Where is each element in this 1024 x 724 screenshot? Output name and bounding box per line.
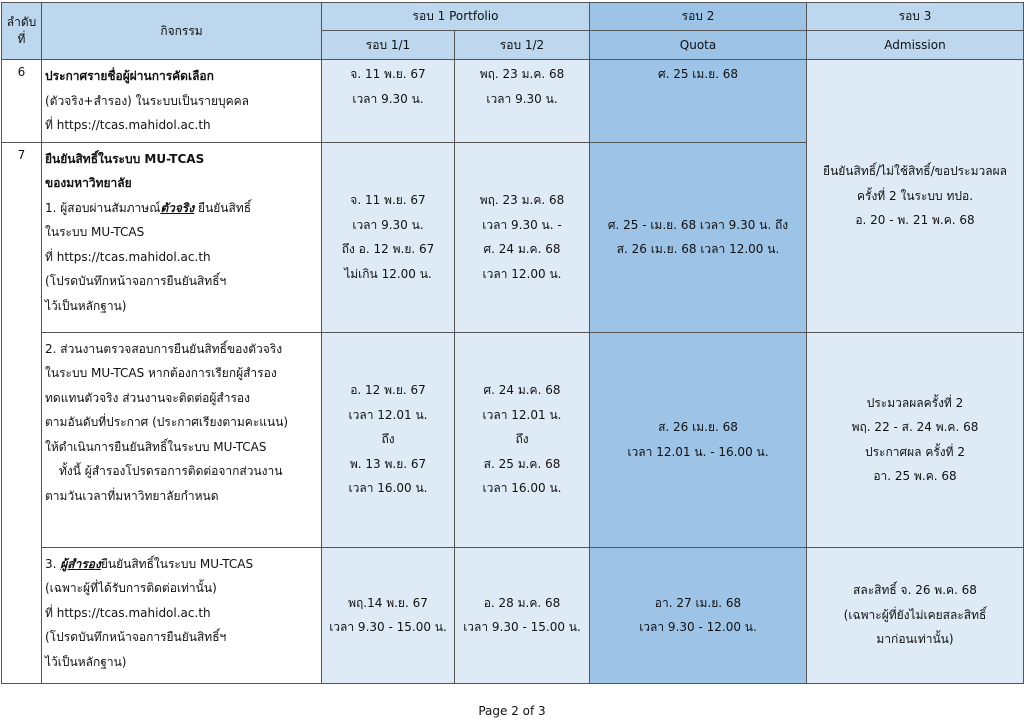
activity-text-part: 1. ผู้สอบผ่านสัมภาษณ์ — [45, 200, 161, 215]
round1-2-cell — [455, 142, 590, 332]
round2-cell — [590, 60, 807, 143]
activity-text: (ตัวจริง+สำรอง) ในระบบเป็นรายบุคคล — [45, 93, 250, 108]
round3-text: ประมวลผลครั้งที่ 2 — [866, 395, 964, 410]
row-number: 6 — [2, 60, 42, 143]
date-text: อา. 27 เม.ย. 68 — [654, 595, 742, 610]
activity-title: ของมหาวิทยาลัย — [45, 176, 132, 190]
activity-text — [45, 552, 318, 577]
time-text: เวลา 16.00 น. — [348, 481, 428, 496]
activity-text: (โปรดบันทึกหน้าจอการยืนยันสิทธิ์ฯ — [45, 630, 227, 644]
activity-text-part: ยืนยันสิทธิ์ในระบบ MU-TCAS — [100, 556, 254, 571]
activity-cell — [42, 60, 322, 143]
round1-1-cell — [322, 142, 455, 332]
activity-cell — [42, 142, 322, 332]
time-text: เวลา 9.30 - 15.00 น. — [463, 620, 581, 634]
activity-emphasis: ผู้สำรอง — [60, 556, 101, 571]
activity-text-part: 3. — [45, 556, 61, 571]
header-round3: รอบ 3 — [807, 3, 1024, 31]
round3-cell — [807, 332, 1024, 547]
time-text: เวลา 12.01 น. — [348, 407, 428, 422]
time-text: เวลา 9.30 น. — [352, 217, 424, 232]
round3-text: ครั้งที่ 2 ในระบบ ทปอ. — [856, 188, 974, 203]
activity-text: ตามวันเวลาที่มหาวิทยาลัยกำหนด — [45, 488, 219, 503]
time-text: ไม่เกิน 12.00 น. — [344, 266, 432, 281]
round3-text: ยืนยันสิทธิ์/ไม่ใช้สิทธิ์/ขอประมวลผล — [823, 164, 1007, 178]
time-text: เวลา 9.30 - 12.00 น. — [639, 620, 757, 634]
time-text: เวลา 12.01 น. - 16.00 น. — [627, 444, 769, 459]
time-text: เวลา 9.30 น. - — [482, 217, 562, 232]
date-text: อ. 28 ม.ค. 68 — [483, 595, 561, 610]
activity-text: ในระบบ MU-TCAS หากต้องการเรียกผู้สำรอง — [45, 366, 277, 380]
table-row — [2, 60, 1024, 143]
date-text: อ. 12 พ.ย. 67 — [350, 383, 426, 398]
activity-text: ในระบบ MU-TCAS — [45, 225, 145, 239]
round3-cell — [807, 547, 1024, 683]
round1-2-cell — [455, 547, 590, 683]
activity-text: ไว้เป็นหลักฐาน) — [45, 654, 127, 669]
page-number: Page 2 of 3 — [478, 704, 546, 718]
round3-text: สละสิทธิ์ จ. 26 พ.ค. 68 — [853, 583, 977, 598]
round3-text: พฤ. 22 - ส. 24 พ.ค. 68 — [851, 420, 979, 434]
round1-2-cell — [455, 332, 590, 547]
round1-2-cell — [455, 60, 590, 143]
round2-cell — [590, 142, 807, 332]
header-round2: รอบ 2 — [590, 3, 807, 31]
activity-text: ทั้งนี้ ผู้สำรองโปรดรอการติดต่อจากส่วนงาน — [59, 464, 283, 478]
activity-text-part: ยืนยันสิทธิ์ — [194, 200, 252, 215]
activity-text: ตามอันดับที่ประกาศ (ประกาศเรียงตามคะแนน) — [45, 415, 289, 429]
activity-text: ทดแทนตัวจริง ส่วนงานจะติดต่อผู้สำรอง — [45, 390, 250, 405]
round3-text: ประกาศผล ครั้งที่ 2 — [864, 444, 966, 459]
time-text: เวลา 12.00 น. — [482, 266, 562, 281]
header-round3-admission: Admission — [807, 31, 1024, 60]
time-text: เวลา 12.01 น. — [482, 407, 562, 422]
header-round1: รอบ 1 Portfolio — [322, 3, 590, 31]
date-text: จ. 11 พ.ย. 67 — [350, 67, 426, 81]
activity-text: (เฉพาะผู้ที่ได้รับการติดต่อเท่านั้น) — [45, 581, 217, 595]
round1-1-cell — [322, 547, 455, 683]
round3-cell — [807, 60, 1024, 333]
round1-1-cell — [322, 332, 455, 547]
header-no-label: ลำดับที่ — [6, 15, 37, 46]
time-text: เวลา 16.00 น. — [482, 481, 562, 496]
schedule-table — [1, 2, 1024, 684]
date-text: ศ. 24 ม.ค. 68 — [483, 383, 561, 398]
activity-cell — [42, 547, 322, 683]
activity-text — [45, 196, 318, 221]
table-row — [2, 332, 1024, 547]
date-text: พฤ. 23 ม.ค. 68 — [479, 193, 565, 207]
activity-link: ที่ https://tcas.mahidol.ac.th — [45, 118, 211, 132]
time-text: เวลา 9.30 น. — [486, 91, 558, 106]
date-text: ศ. 25 เม.ย. 68 — [657, 67, 739, 81]
round2-cell — [590, 547, 807, 683]
header-round1-1: รอบ 1/1 — [322, 31, 455, 60]
round2-cell — [590, 332, 807, 547]
date-text: ส. 26 เม.ย. 68 — [658, 420, 738, 434]
date-text: พฤ. 23 ม.ค. 68 — [479, 67, 565, 81]
connector-text: ถึง — [381, 432, 395, 447]
table-row — [2, 547, 1024, 683]
date-text: ส. 26 เม.ย. 68 เวลา 12.00 น. — [616, 242, 780, 256]
date-text: ศ. 24 ม.ค. 68 — [483, 242, 561, 256]
round3-text: อ. 20 - พ. 21 พ.ค. 68 — [855, 213, 975, 227]
activity-text: ไว้เป็นหลักฐาน) — [45, 298, 127, 313]
round1-1-cell — [322, 60, 455, 143]
activity-emphasis: ตัวจริง — [160, 200, 195, 215]
round3-text: (เฉพาะผู้ที่ยังไม่เคยสละสิทธิ์ — [843, 607, 987, 622]
date-text: จ. 11 พ.ย. 67 — [350, 193, 426, 207]
activity-title: ประกาศรายชื่อผู้ผ่านการคัดเลือก — [45, 69, 214, 83]
activity-cell — [42, 332, 322, 547]
activity-link: ที่ https://tcas.mahidol.ac.th — [45, 605, 211, 620]
header-round1-2: รอบ 1/2 — [455, 31, 590, 60]
date-text: ศ. 25 - เม.ย. 68 เวลา 9.30 น. ถึง — [607, 217, 789, 232]
activity-link: ที่ https://tcas.mahidol.ac.th — [45, 249, 211, 264]
connector-text: ถึง — [515, 432, 529, 447]
time-text: เวลา 9.30 น. — [352, 91, 424, 106]
round3-text: มาก่อนเท่านั้น) — [876, 632, 954, 647]
activity-text: 2. ส่วนงานตรวจสอบการยืนยันสิทธิ์ของตัวจริง — [45, 341, 283, 356]
row-number: 7 — [2, 142, 42, 683]
activity-text: (โปรดบันทึกหน้าจอการยืนยันสิทธิ์ฯ — [45, 274, 227, 288]
round3-text: อา. 25 พ.ค. 68 — [873, 469, 957, 483]
date-text: พฤ.14 พ.ย. 67 — [348, 595, 428, 610]
header-round2-quota: Quota — [590, 31, 807, 60]
date-text: พ. 13 พ.ย. 67 — [349, 456, 427, 471]
time-text: เวลา 9.30 - 15.00 น. — [329, 620, 447, 634]
header-activity: กิจกรรม — [42, 3, 322, 60]
date-text: ถึง อ. 12 พ.ย. 67 — [341, 242, 435, 256]
activity-text: ให้ดำเนินการยืนยันสิทธิ์ในระบบ MU-TCAS — [45, 439, 267, 454]
header-no — [2, 3, 42, 60]
date-text: ส. 25 ม.ค. 68 — [483, 456, 561, 471]
activity-title: ยืนยันสิทธิ์ในระบบ MU-TCAS — [45, 151, 205, 166]
